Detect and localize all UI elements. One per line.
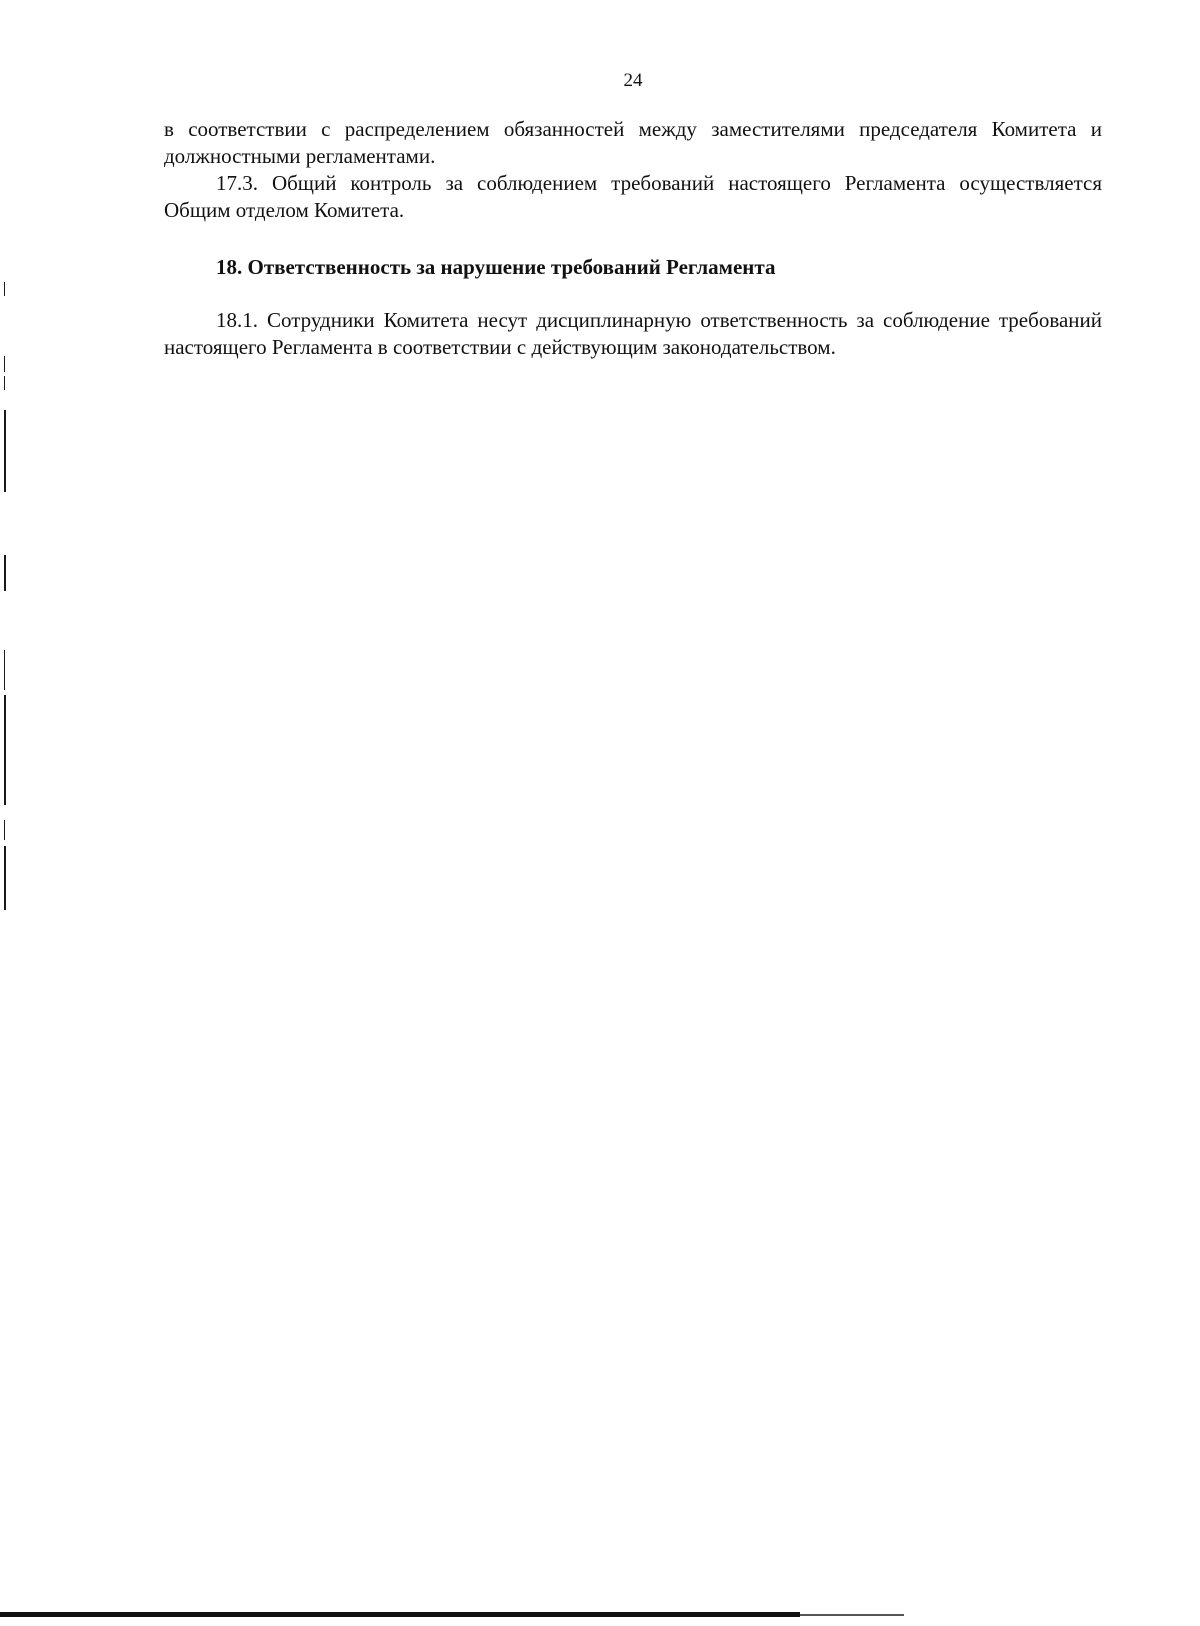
page-number: 24 — [623, 70, 643, 91]
scan-margin-mark — [4, 376, 5, 390]
paragraph-continuation: в соответствии с распределением обязанностей между заместителями председателя Комитета и должностными регламентами. — [164, 117, 1102, 168]
paragraph-18-1: 18.1. Сотрудники Комитета несут дисциплинарную ответственность за соблюдение требований настоящего Регламента в соответствии с действующим законодательством. — [164, 308, 1102, 359]
text-block-top — [164, 116, 1102, 224]
scan-margin-mark — [4, 356, 5, 372]
scan-margin-mark — [4, 410, 6, 492]
scan-margin-mark — [4, 282, 5, 296]
scan-margin-mark — [4, 555, 6, 591]
scan-margin-mark — [4, 820, 5, 840]
scan-bottom-line — [0, 1612, 800, 1617]
text-block-bottom — [164, 307, 1102, 361]
scan-bottom-line-tail — [800, 1614, 904, 1616]
paragraph-17-3: 17.3. Общий контроль за соблюдением требований настоящего Регламента осуществляется Общим отделом Комитета. — [164, 171, 1102, 222]
section-heading: 18. Ответственность за нарушение требований Регламента — [216, 255, 776, 279]
scan-margin-mark — [4, 695, 6, 805]
scan-margin-mark — [4, 650, 5, 690]
scan-margin-mark — [4, 846, 6, 910]
